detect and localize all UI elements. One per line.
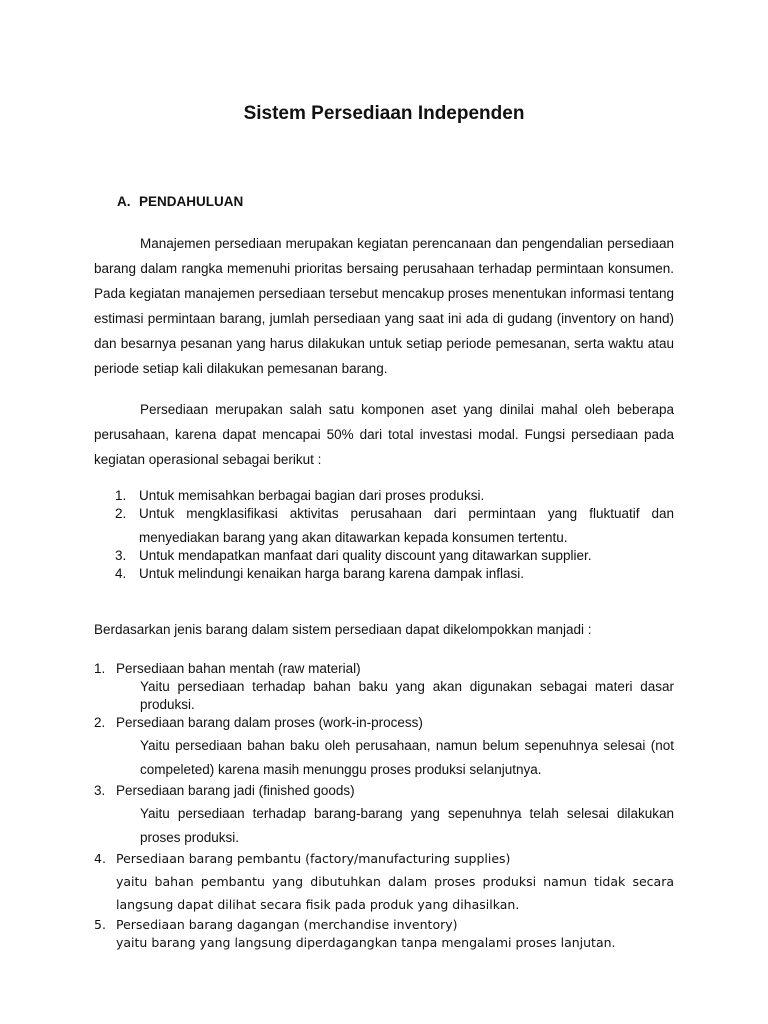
- list-number: 4.: [115, 566, 127, 581]
- type-description: yaitu barang yang langsung diperdagangkan tanpa mengalami proses lanjutan.: [116, 935, 616, 950]
- document-title: Sistem Persediaan Independen: [243, 103, 525, 124]
- type-label: Persediaan bahan mentah (raw material): [116, 661, 361, 676]
- type-label: Persediaan barang dagangan (merchandise inventory): [116, 917, 458, 932]
- section-heading: [117, 194, 243, 209]
- list-item: [94, 714, 674, 782]
- type-description: yaitu bahan pembantu yang dibutuhkan dalam proses produksi namun tidak secara langsung dapat dilihat secara fisik pada produk yang dihasilkan.: [116, 874, 674, 912]
- type-label: Persediaan barang jadi (finished goods): [116, 783, 355, 798]
- section-letter: A.: [117, 194, 131, 209]
- list-number: 4.: [94, 851, 106, 866]
- list-number: 5.: [94, 917, 106, 932]
- list-item-text: Untuk melindungi kenaikan harga barang karena dampak inflasi.: [139, 566, 524, 581]
- list-item: [115, 502, 674, 550]
- list-item: [94, 850, 674, 916]
- list-item-text: Untuk mengklasifikasi aktivitas perusahaan dari permintaan yang fluktuatif dan menyediakan barang yang akan ditawarkan kepada konsumen tertentu.: [139, 506, 674, 545]
- type-description: Yaitu persediaan bahan baku oleh perusahaan, namun belum sepenuhnya selesai (not compeleted) karena masih menunggu proses produksi selanjutnya.: [140, 738, 674, 777]
- list-number: 2.: [115, 506, 127, 521]
- list-number: 2.: [94, 715, 106, 730]
- type-label: Persediaan barang pembantu (factory/manufacturing supplies): [116, 851, 511, 866]
- list-item-text: Untuk mendapatkan manfaat dari quality discount yang ditawarkan supplier.: [139, 548, 592, 563]
- list-number: 3.: [94, 783, 106, 798]
- section-title: PENDAHULUAN: [139, 194, 244, 209]
- classification-intro: Berdasarkan jenis barang dalam sistem persediaan dapat dikelompokkan manjadi :: [94, 622, 592, 637]
- list-item: [94, 782, 674, 850]
- type-description: Yaitu persediaan terhadap bahan baku yang akan digunakan sebagai materi dasar produksi.: [140, 679, 674, 712]
- functions-list: [115, 487, 674, 583]
- list-number: 3.: [115, 548, 127, 563]
- inventory-types-list: [94, 660, 674, 952]
- list-number: 1.: [115, 488, 127, 503]
- list-item: [94, 916, 674, 952]
- list-item: [94, 660, 674, 714]
- list-item-text: Untuk memisahkan berbagai bagian dari proses produksi.: [139, 488, 485, 503]
- type-label: Persediaan barang dalam proses (work-in-process): [116, 715, 423, 730]
- type-description: Yaitu persediaan terhadap barang-barang yang sepenuhnya telah selesai dilakukan proses produksi.: [140, 806, 674, 845]
- list-number: 1.: [94, 661, 106, 676]
- list-item: [115, 547, 674, 565]
- list-item: [115, 565, 674, 583]
- paragraph-introduction: Manajemen persediaan merupakan kegiatan perencanaan dan pengendalian persediaan barang dalam rangka memenuhi prioritas bersaing perusahaan terhadap permintaan konsumen. Pada kegiatan manajemen persediaan tersebut mencakup proses menentukan informasi tentang estimasi permintaan barang, jumlah persediaan yang saat ini ada di gudang (inventory on hand) dan besarnya pesanan yang harus dilakukan untuk setiap periode pemesanan, serta waktu atau periode setiap kali dilakukan pemesanan barang.: [94, 236, 674, 376]
- paragraph-inventory-function: Persediaan merupakan salah satu komponen aset yang dinilai mahal oleh beberapa perusahaan, karena dapat mencapai 50% dari total investasi modal. Fungsi persediaan pada kegiatan operasional sebagai berikut :: [94, 402, 674, 467]
